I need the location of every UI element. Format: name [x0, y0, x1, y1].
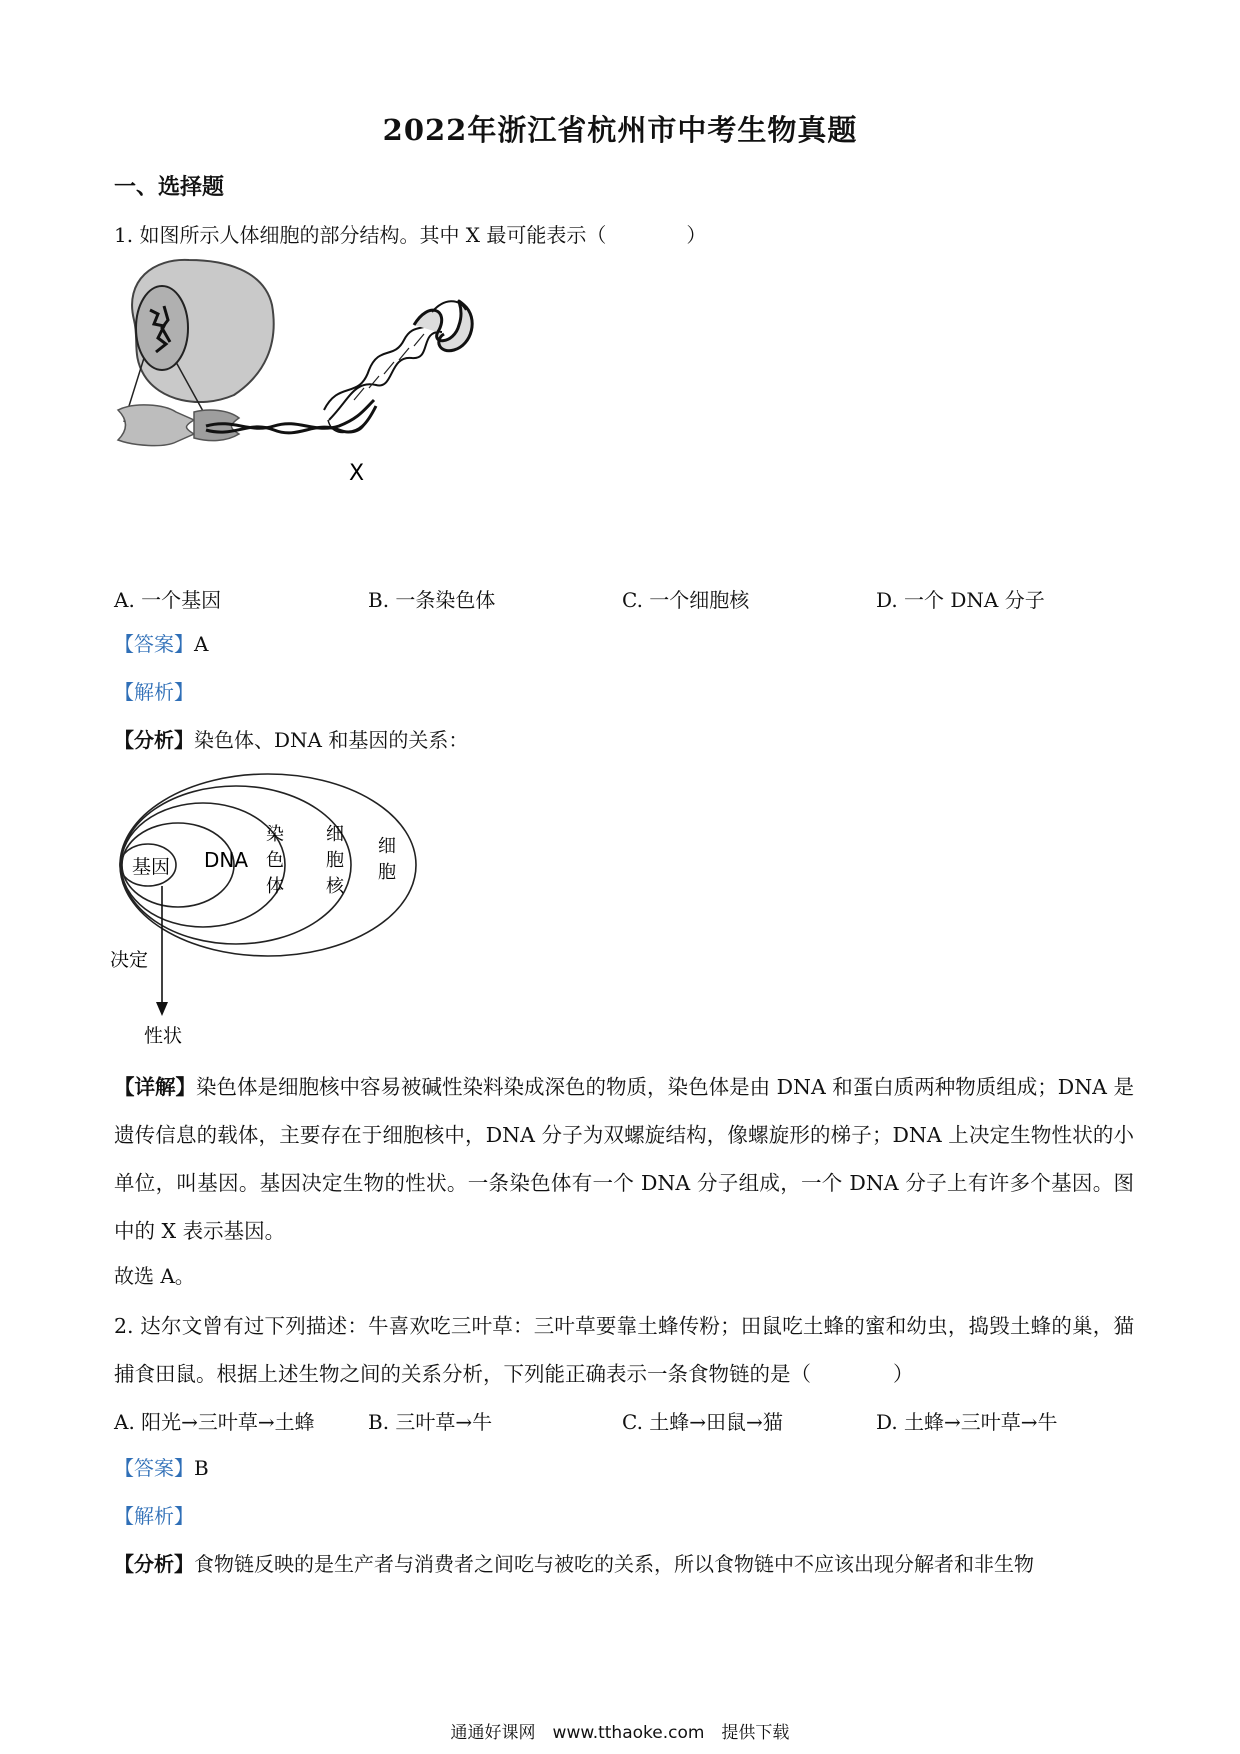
chromosome-label-2: 色: [266, 850, 284, 871]
cell-label-1: 细: [378, 836, 396, 857]
fenxi-tag: 【分析】: [114, 728, 194, 752]
q1-stem: 1. 如图所示人体细胞的部分结构。其中 X 最可能表示（ ）: [114, 223, 707, 247]
q2-answer-line: [114, 1454, 209, 1482]
dna-label: DNA: [204, 848, 249, 872]
chromosome-label-3: 体: [266, 876, 284, 897]
nucleus-label-1: 细: [326, 824, 344, 845]
gene-dna-chromosome-diagram: [108, 770, 428, 1050]
q2-fenxi-text: 食物链反映的是生产者与消费者之间吃与被吃的关系，所以食物链中不应该出现分解者和非生物: [194, 1552, 1034, 1576]
nucleus-label-3: 核: [326, 876, 344, 897]
q1-fenxi-text: 染色体、DNA 和基因的关系：: [194, 728, 469, 752]
q2-option-d: D. 土蜂→三叶草→牛: [876, 1410, 1058, 1434]
q1-conclusion: 故选 A。: [114, 1264, 195, 1288]
q1-detail-paragraph: [114, 1063, 1134, 1255]
decide-label: 决定: [110, 949, 149, 971]
q1-answer: A: [194, 632, 209, 656]
q2-option-b: B. 三叶草→牛: [368, 1410, 493, 1434]
q2-stem: 2. 达尔文曾有过下列描述：牛喜欢吃三叶草：三叶草要靠土蜂传粉；田鼠吃土蜂的蜜和幼虫，捣毁土蜂的巢，猫捕食田鼠。根据上述生物之间的关系分析，下列能正确表示一条食物链的是（ ）: [114, 1314, 1134, 1386]
q2-option-a: A. 阳光→三叶草→土蜂: [114, 1410, 315, 1434]
q1-option-d: D. 一个 DNA 分子: [876, 588, 1045, 612]
section-heading: 一、选择题: [114, 174, 225, 200]
q1-option-c: C. 一个细胞核: [622, 588, 750, 612]
q2-answer: B: [194, 1456, 209, 1480]
page-title: 2022年浙江省杭州市中考生物真题: [382, 113, 858, 147]
x-label: X: [349, 461, 365, 486]
detail-tag: 【详解】: [114, 1075, 197, 1099]
fenxi-tag: 【分析】: [114, 1552, 194, 1576]
q1-option-b: B. 一条染色体: [368, 588, 496, 612]
cell-chromosome-dna-figure: [114, 250, 474, 500]
q1-fenxi-line: [114, 726, 468, 754]
q2-analysis-tag: 【解析】: [114, 1504, 194, 1528]
q2-option-c: C. 土蜂→田鼠→猫: [622, 1410, 783, 1434]
chromosome-label-1: 染: [266, 824, 284, 845]
q1-option-a: A. 一个基因: [114, 588, 222, 612]
trait-label: 性状: [144, 1025, 183, 1047]
nucleus-label-2: 胞: [326, 850, 344, 871]
gene-label: 基因: [132, 856, 171, 878]
q1-analysis-tag: 【解析】: [114, 680, 194, 704]
answer-tag: 【答案】: [114, 632, 194, 656]
q2-fenxi-line: [114, 1550, 1034, 1578]
answer-tag: 【答案】: [114, 1456, 194, 1480]
cell-label-2: 胞: [378, 862, 396, 883]
q1-answer-line: [114, 630, 208, 658]
q1-detail-text: 染色体是细胞核中容易被碱性染料染成深色的物质，染色体是由 DNA 和蛋白质两种物质组成；DNA 是遗传信息的载体，主要存在于细胞核中，DNA 分子为双螺旋结构，像螺旋形的梯子；DNA 上决定生物性状的小单位，叫基因。基因决定生物的性状。一条染色体有一个 DNA 分子组成，一个 DNA 分子上有许多个基因。图中的 X 表示基因。: [114, 1075, 1135, 1243]
page-footer: 通通好课网 www.tthaoke.com 提供下载: [450, 1723, 790, 1743]
